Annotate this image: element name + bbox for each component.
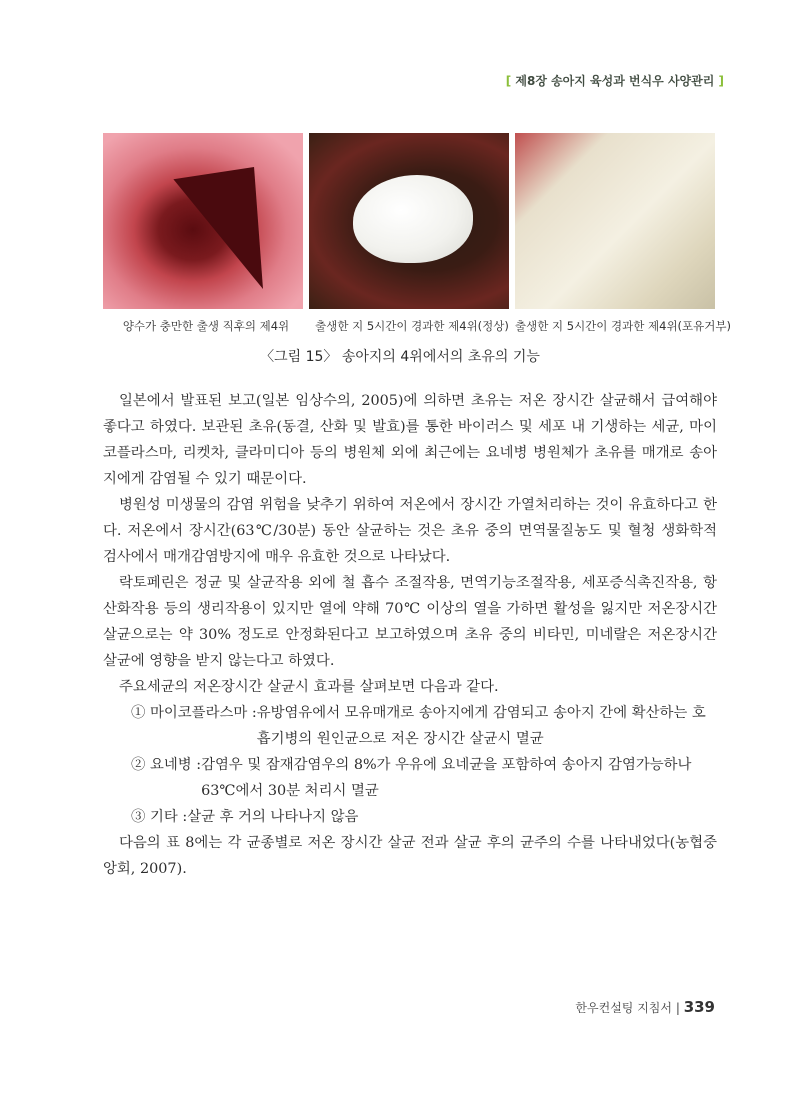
list-item-text: 감염우 및 잠재감염우의 8%가 우유에 요네균을 포함하여 송아지 감염가능하나 63℃에서 30분 처리시 멸균 [201, 757, 692, 799]
list-item [103, 700, 717, 752]
photo-caption: 출생한 지 5시간이 경과한 제4위(정상) [315, 319, 509, 333]
footer-separator: | [675, 1001, 680, 1015]
list-item [103, 804, 717, 830]
photo-abomasum-refusal [515, 133, 715, 309]
list-item-text: 살균 후 거의 나타나지 않음 [187, 809, 359, 825]
figure-photos [103, 133, 715, 309]
photo-caption: 양수가 충만한 출생 직후의 제4위 [122, 319, 290, 333]
photo-caption: 출생한 지 5시간이 경과한 제4위(포유거부) [515, 319, 731, 333]
book-title: 한우컨설팅 지침서 [575, 1001, 672, 1015]
list-item [103, 752, 717, 804]
page-footer [575, 998, 715, 1016]
paragraph: 주요세균의 저온장시간 살균시 효과를 살펴보면 다음과 같다. [119, 679, 499, 695]
photo-abomasum-birth [103, 133, 303, 309]
list-item-label: ③ 기타 : [131, 809, 188, 825]
paragraph: 일본에서 발표된 보고(일본 임상수의, 2005)에 의하면 초유는 저온 장시간 살균해서 급여해야 좋다고 하였다. 보관된 초유(동결, 산화 및 발효)를 통한 바이러스 및 세포 내 기생하는 세균, 마이코플라스마, 리켓차, 클라미디아 등의 병원체 외에 최근에는 요네병 병원체가 초유를 매개로 송아지에게 감염될 수 있기 때문이다. [103, 393, 717, 487]
paragraph: 병원성 미생물의 감염 위험을 낮추기 위하여 저온에서 장시간 가열처리하는 것이 유효하다고 한다. 저온에서 장시간(63℃/30분) 동안 살균하는 것은 초유 중의 면역물질농도 및 혈청 생화학적 검사에서 매개감염방지에 매우 유효한 것으로 나타났다. [103, 497, 717, 565]
chapter-title: 제8장 송아지 육성과 번식우 사양관리 [515, 74, 715, 88]
paragraph: 락토페린은 정균 및 살균작용 외에 철 흡수 조절작용, 면역기능조절작용, 세포증식촉진작용, 항산화작용 등의 생리작용이 있지만 열에 약해 70℃ 이상의 열을 가하면 활성을 잃지만 저온장시간 살균으로는 약 30% 정도로 안정화된다고 보고하였으며 초유 중의 비타민, 미네랄은 저온장시간 살균에 영향을 받지 않는다고 하였다. [103, 575, 717, 669]
photo-abomasum-normal [309, 133, 509, 309]
list-item-label: ① 마이코플라스마 : [131, 705, 257, 721]
figure-title: 〈그림 15〉 송아지의 4위에서의 초유의 기능 [260, 349, 540, 365]
chapter-header: [ 제8장 송아지 육성과 번식우 사양관리 ] [505, 74, 724, 88]
paragraph: 다음의 표 8에는 각 균종별로 저온 장시간 살균 전과 살균 후의 균주의 수를 나타내었다(농협중앙회, 2007). [103, 835, 717, 877]
page-number: 339 [683, 998, 715, 1016]
list-item-text: 유방염유에서 모유매개로 송아지에게 감염되고 송아지 간에 확산하는 호흡기병의 원인균으로 저온 장시간 살균시 멸균 [256, 705, 706, 747]
figure-captions [103, 318, 731, 334]
list-item-label: ② 요네병 : [131, 757, 202, 773]
body-text [103, 388, 717, 882]
